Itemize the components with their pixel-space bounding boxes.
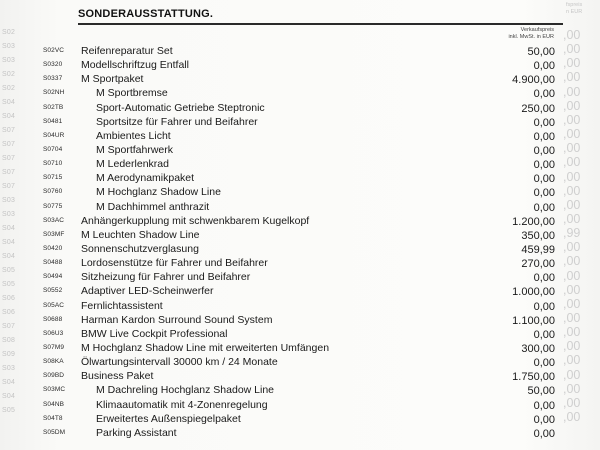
option-code: S0481	[43, 117, 63, 125]
bleed-code: S07	[2, 141, 16, 148]
bleed-value: ,00	[563, 367, 581, 382]
bleed-code: S07	[2, 155, 16, 162]
option-price: 300,00	[521, 342, 555, 355]
option-code: S0760	[43, 188, 63, 196]
price-column-header: Verkaufspreis inkl. MwSt. in EUR	[508, 27, 554, 40]
list-item	[0, 112, 600, 129]
option-code: S0488	[43, 259, 63, 267]
option-description: Modellschriftzug Entfall	[81, 59, 189, 72]
list-item	[0, 327, 600, 341]
list-item	[0, 58, 600, 72]
bleed-code: S07	[2, 127, 16, 134]
bleed-code: S07	[2, 169, 16, 176]
option-code: S06U3	[43, 329, 64, 337]
list-item	[0, 313, 600, 327]
bleed-value: ,00	[563, 84, 581, 99]
option-price: 0,00	[533, 88, 555, 101]
option-code: S05AC	[43, 301, 65, 309]
bleed-value: ,00	[563, 183, 581, 198]
bleed-code: S03	[2, 197, 16, 204]
bleed-value: ,00	[563, 70, 581, 85]
option-description: M Aerodynamikpaket	[96, 172, 195, 185]
list-item	[0, 242, 600, 256]
bleed-value: ,00	[563, 311, 581, 325]
bleed-code: S04	[2, 225, 16, 232]
bleed-code: S04	[2, 379, 16, 386]
option-price: 0,00	[533, 427, 555, 440]
option-description: BMW Live Cockpit Professional	[81, 327, 228, 340]
option-price: 0,00	[533, 159, 555, 172]
option-price: 0,00	[533, 60, 555, 73]
bleed-value: ,00	[563, 325, 581, 340]
list-item	[0, 270, 600, 284]
option-price: 459,99	[521, 243, 555, 256]
list-item	[0, 228, 600, 242]
option-price: 1.100,00	[512, 314, 555, 327]
option-code: S08KA	[43, 358, 64, 366]
section-title: SONDERAUSSTATTUNG.	[78, 8, 214, 20]
bleed-value: ,99	[563, 226, 581, 241]
bleed-through-right-header: fspreis n EUR	[566, 2, 583, 15]
option-price: 0,00	[533, 201, 555, 214]
option-code: S04UR	[43, 131, 65, 139]
bleed-code: S03	[2, 365, 16, 372]
list-item	[0, 197, 600, 214]
option-code: S09BD	[43, 372, 65, 380]
bleed-code: S05	[2, 407, 16, 414]
option-price: 0,00	[533, 130, 555, 143]
option-price: 0,00	[533, 116, 555, 129]
bleed-code: S07	[2, 183, 16, 190]
option-description: Sonnenschutzverglasung	[81, 242, 199, 255]
option-description: Adaptiver LED-Scheinwerfer	[81, 285, 214, 298]
option-description: Lordosenstütze für Fahrer und Beifahrer	[81, 257, 268, 270]
option-price: 0,00	[533, 413, 555, 426]
bleed-value: ,00	[563, 112, 581, 127]
option-price: 270,00	[521, 258, 555, 271]
bleed-code: S03	[2, 211, 16, 218]
bleed-value: ,00	[563, 353, 581, 368]
bleed-code: S04	[2, 239, 16, 246]
bleed-code: S04	[2, 253, 16, 260]
option-price: 1.000,00	[512, 286, 555, 299]
bleed-value: ,00	[563, 268, 581, 283]
bleed-code: S05	[2, 267, 16, 274]
option-price: 250,00	[521, 102, 555, 115]
option-price: 50,00	[527, 385, 555, 398]
option-description: M Sportfahrwerk	[96, 143, 174, 156]
bleed-value: ,00	[563, 381, 581, 396]
list-item	[0, 171, 600, 185]
option-code: S0688	[43, 315, 63, 323]
bleed-code: S02	[2, 29, 16, 36]
list-item	[0, 129, 600, 143]
option-description: Ambientes Licht	[96, 129, 171, 142]
option-price: 0,00	[533, 187, 555, 200]
option-description: Klimaautomatik mit 4-Zonenregelung	[96, 398, 268, 411]
bleed-value: ,00	[563, 282, 581, 297]
list-item	[0, 143, 600, 157]
bleed-code: S03	[2, 57, 16, 64]
option-price: 350,00	[521, 229, 555, 242]
bleed-code: S08	[2, 337, 16, 344]
bleed-code: S04	[2, 99, 16, 106]
option-code: S03AC	[43, 216, 65, 224]
option-price: 50,00	[527, 46, 555, 58]
bleed-code: S09	[2, 351, 16, 358]
option-price: 0,00	[533, 173, 555, 186]
option-code: S0775	[43, 202, 63, 210]
bleed-code: S02	[2, 71, 16, 78]
bleed-code: S05	[2, 281, 16, 288]
bleed-value: ,00	[563, 339, 581, 354]
option-price: 0,00	[533, 272, 555, 285]
bleed-value: ,00	[563, 296, 581, 311]
list-item	[0, 355, 600, 369]
list-item	[0, 383, 600, 397]
bleed-value: ,00	[563, 56, 581, 71]
title-divider	[78, 23, 563, 25]
option-description: Sitzheizung für Fahrer und Beifahrer	[81, 271, 251, 284]
list-item	[0, 426, 600, 440]
option-price: 0,00	[533, 399, 555, 412]
option-price: 0,00	[533, 328, 555, 341]
bleed-value: ,00	[563, 395, 581, 410]
bleed-code: S02	[2, 85, 16, 92]
bleed-value: ,00	[563, 155, 581, 170]
option-price: 1.200,00	[512, 215, 555, 228]
option-code: S03MC	[43, 386, 66, 394]
option-price: 0,00	[533, 300, 555, 313]
option-price: 0,00	[533, 357, 555, 370]
option-code: S02NH	[43, 89, 65, 97]
list-item	[0, 157, 600, 171]
option-description: M Hochglanz Shadow Line	[96, 186, 221, 199]
bleed-value: ,00	[563, 240, 581, 255]
equipment-list	[0, 44, 600, 440]
option-code: S0704	[43, 145, 63, 153]
option-description: Parking Assistant	[96, 426, 177, 439]
option-description: Anhängerkupplung mit schwenkbarem Kugelkopf	[81, 214, 310, 227]
bleed-value: ,00	[563, 169, 581, 184]
option-description: Sport-Automatic Getriebe Steptronic	[96, 101, 265, 114]
option-description: M Sportbremse	[96, 87, 168, 100]
option-code: S0715	[43, 174, 63, 182]
option-price: 1.750,00	[512, 371, 555, 384]
option-description: M Sportpaket	[81, 73, 144, 86]
list-item	[0, 98, 600, 115]
option-code: S0337	[43, 75, 63, 83]
option-code: S04NB	[43, 400, 65, 408]
bleed-code: S04	[2, 113, 16, 120]
bleed-code: S07	[2, 323, 16, 330]
list-item	[0, 341, 600, 355]
option-code: S03MF	[43, 230, 65, 238]
list-item	[0, 86, 600, 100]
list-item	[0, 72, 600, 86]
option-code: S0710	[43, 160, 63, 168]
list-item	[0, 185, 600, 199]
option-description: Ölwartungsintervall 30000 km / 24 Monate	[81, 356, 278, 369]
option-description: Business Paket	[81, 370, 154, 383]
option-code: S02VC	[43, 47, 65, 54]
list-item	[0, 395, 600, 412]
option-description: M Lederlenkrad	[96, 158, 169, 171]
option-code: S04T8	[43, 414, 63, 422]
bleed-code: S06	[2, 309, 16, 316]
option-description: Fernlichtassistent	[81, 299, 163, 312]
bleed-value: ,00	[563, 98, 581, 113]
bleed-value: ,00	[563, 28, 581, 42]
bleed-code: S03	[2, 43, 16, 50]
option-code: S0320	[43, 61, 63, 69]
option-code: S05DM	[43, 428, 66, 436]
bleed-code: S04	[2, 393, 16, 400]
bleed-value: ,00	[563, 141, 581, 156]
option-description: Harman Kardon Surround Sound System	[81, 313, 273, 326]
bleed-value: ,00	[563, 42, 581, 57]
list-item	[0, 256, 600, 270]
option-description: Reifenreparatur Set	[81, 45, 173, 57]
option-code: S07M9	[43, 343, 65, 351]
option-code: S0494	[43, 273, 63, 281]
option-description: M Dachhimmel anthrazit	[96, 200, 210, 213]
bleed-code: S06	[2, 295, 16, 302]
option-description: M Hochglanz Shadow Line mit erweiterten Umfängen	[81, 341, 330, 354]
option-code: S02TB	[43, 103, 64, 111]
option-code: S0552	[43, 287, 63, 295]
option-description: Sportsitze für Fahrer und Beifahrer	[96, 115, 258, 128]
option-price: 0,00	[533, 144, 555, 157]
bleed-value: ,00	[563, 127, 581, 142]
option-description: M Dachreling Hochglanz Shadow Line	[96, 384, 275, 397]
list-item	[0, 369, 600, 383]
bleed-value: ,00	[563, 197, 581, 212]
bleed-value: ,00	[563, 254, 581, 269]
list-item	[0, 44, 600, 58]
bleed-value: ,00	[563, 410, 581, 425]
list-item	[0, 412, 600, 426]
list-item	[0, 284, 600, 298]
option-code: S0420	[43, 244, 63, 252]
bleed-value: ,00	[563, 211, 581, 226]
option-description: Erweitertes Außenspiegelpaket	[96, 412, 241, 425]
list-item	[0, 211, 600, 228]
option-price: 4.900,00	[512, 74, 555, 87]
option-description: M Leuchten Shadow Line	[81, 228, 200, 241]
